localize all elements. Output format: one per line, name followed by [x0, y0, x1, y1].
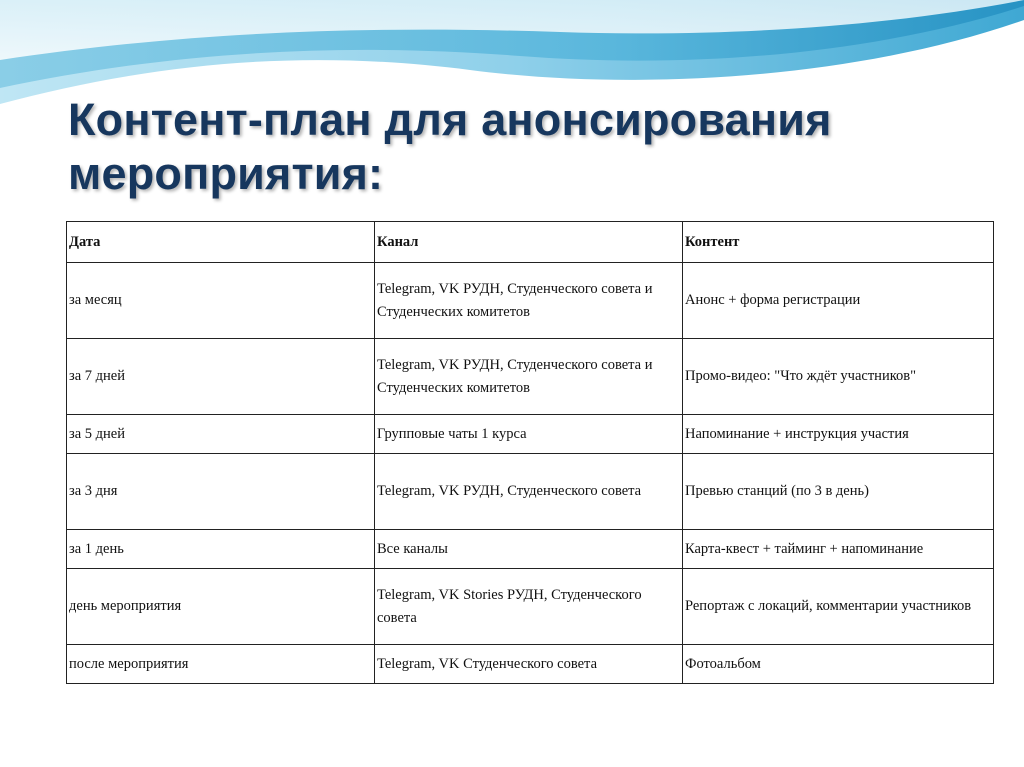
cell-channel: Все каналы	[375, 530, 683, 569]
cell-channel: Групповые чаты 1 курса	[375, 415, 683, 454]
cell-date: после мероприятия	[67, 645, 375, 684]
cell-channel: Telegram, VK РУДН, Студенческого совета и Студенческих комитетов	[375, 263, 683, 339]
table-row	[67, 645, 994, 684]
column-header-date: Дата	[67, 222, 375, 263]
slide-title-line-1: Контент-план для анонсирования	[68, 94, 832, 145]
slide-title-line-2: мероприятия:	[68, 148, 384, 199]
table-row	[67, 569, 994, 645]
cell-content: Анонс + форма регистрации	[683, 263, 994, 339]
table-row	[67, 339, 994, 415]
table-header-row	[67, 222, 994, 263]
cell-date: за 3 дня	[67, 454, 375, 530]
content-plan-table	[66, 221, 994, 684]
column-header-channel: Канал	[375, 222, 683, 263]
cell-date: за месяц	[67, 263, 375, 339]
cell-content: Карта-квест + тайминг + напоминание	[683, 530, 994, 569]
cell-channel: Telegram, VK РУДН, Студенческого совета и Студенческих комитетов	[375, 339, 683, 415]
cell-content: Превью станций (по 3 в день)	[683, 454, 994, 530]
table-row	[67, 415, 994, 454]
cell-date: за 5 дней	[67, 415, 375, 454]
cell-content: Напоминание + инструкция участия	[683, 415, 994, 454]
cell-content: Фотоальбом	[683, 645, 994, 684]
column-header-content: Контент	[683, 222, 994, 263]
cell-channel: Telegram, VK РУДН, Студенческого совета	[375, 454, 683, 530]
cell-channel: Telegram, VK Stories РУДН, Студенческого совета	[375, 569, 683, 645]
cell-date: за 1 день	[67, 530, 375, 569]
cell-content: Репортаж с локаций, комментарии участников	[683, 569, 994, 645]
cell-date: день мероприятия	[67, 569, 375, 645]
table-row	[67, 530, 994, 569]
cell-date: за 7 дней	[67, 339, 375, 415]
slide-title	[68, 93, 968, 201]
table-row	[67, 454, 994, 530]
cell-channel: Telegram, VK Студенческого совета	[375, 645, 683, 684]
cell-content: Промо-видео: "Что ждёт участников"	[683, 339, 994, 415]
table-row	[67, 263, 994, 339]
